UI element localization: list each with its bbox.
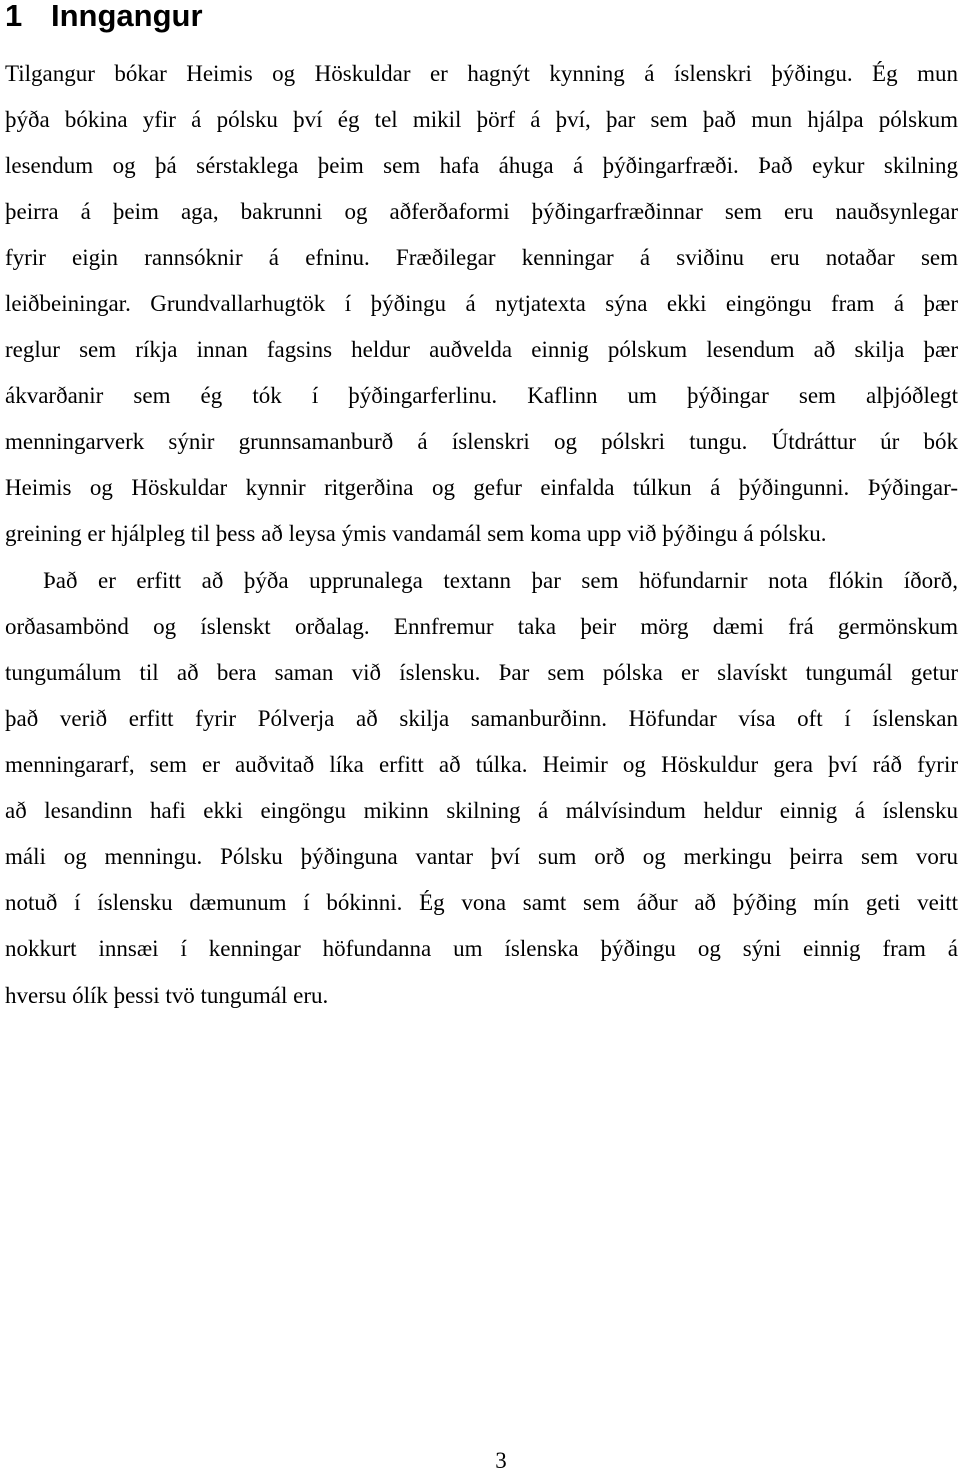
text-line: Tilgangur bókar Heimis og Höskuldar er hagnýt kynning á íslenskri þýðingu. Ég mun (5, 61, 958, 86)
text-line: það verið erfitt fyrir Pólverja að skilja samanburðinn. Höfundar vísa oft í íslenskan (5, 706, 958, 731)
text-line: orðasambönd og íslenskt orðalag. Ennfremur taka þeir mörg dæmi frá germönskum (5, 614, 958, 639)
text-line: tungumálum til að bera saman við íslensku. Þar sem pólska er slavískt tungumál getur (5, 660, 958, 685)
text-line: Það er erfitt að þýða upprunalega textann þar sem höfundarnir nota flókin íðorð, (43, 568, 958, 593)
text-line: að lesandinn hafi ekki eingöngu mikinn skilning á málvísindum heldur einnig á íslensku (5, 798, 958, 823)
text-line: þeirra á þeim aga, bakrunni og aðferðaformi þýðingarfræðinnar sem eru nauðsynlegar (5, 199, 958, 224)
text-line: ákvarðanir sem ég tók í þýðingarferlinu. Kaflinn um þýðingar sem alþjóðlegt (5, 383, 958, 408)
section-title: Inngangur (51, 0, 203, 33)
text-line: menningarverk sýnir grunnsamanburð á íslenskri og pólskri tungu. Útdráttur úr bók (5, 429, 958, 454)
text-line: máli og menningu. Pólsku þýðinguna vantar því sum orð og merkingu þeirra sem voru (5, 844, 958, 869)
text-line: þýða bókina yfir á pólsku því ég tel mikil þörf á því, þar sem það mun hjálpa pólskum (5, 107, 958, 132)
text-line: hversu ólík þessi tvö tungumál eru. (5, 983, 329, 1008)
text-line: Heimis og Höskuldar kynnir ritgerðina og gefur einfalda túlkun á þýðingunni. Þýðingar- (5, 475, 958, 500)
section-heading (5, 0, 203, 38)
text-line: notuð í íslensku dæmunum í bókinni. Ég vona samt sem áður að þýðing mín geti veitt (5, 890, 958, 915)
text-line: fyrir eigin rannsóknir á efninu. Fræðilegar kenningar á sviðinu eru notaðar sem (5, 245, 958, 270)
section-number: 1 (5, 0, 23, 33)
text-line: menningararf, sem er auðvitað líka erfitt að túlka. Heimir og Höskuldur gera því ráð fyrir (5, 752, 958, 777)
page-number: 3 (495, 1448, 507, 1473)
text-line: nokkurt innsæi í kenningar höfundanna um íslenska þýðingu og sýni einnig fram á (5, 936, 958, 961)
text-line: lesendum og þá sérstaklega þeim sem hafa áhuga á þýðingarfræði. Það eykur skilning (5, 153, 958, 178)
text-line: reglur sem ríkja innan fagsins heldur auðvelda einnig pólskum lesendum að skilja þær (5, 337, 958, 362)
text-line: greining er hjálpleg til þess að leysa ýmis vandamál sem koma upp við þýðingu á pólsku. (5, 521, 827, 546)
text-line: leiðbeiningar. Grundvallarhugtök í þýðingu á nytjatexta sýna ekki eingöngu fram á þær (5, 291, 958, 316)
